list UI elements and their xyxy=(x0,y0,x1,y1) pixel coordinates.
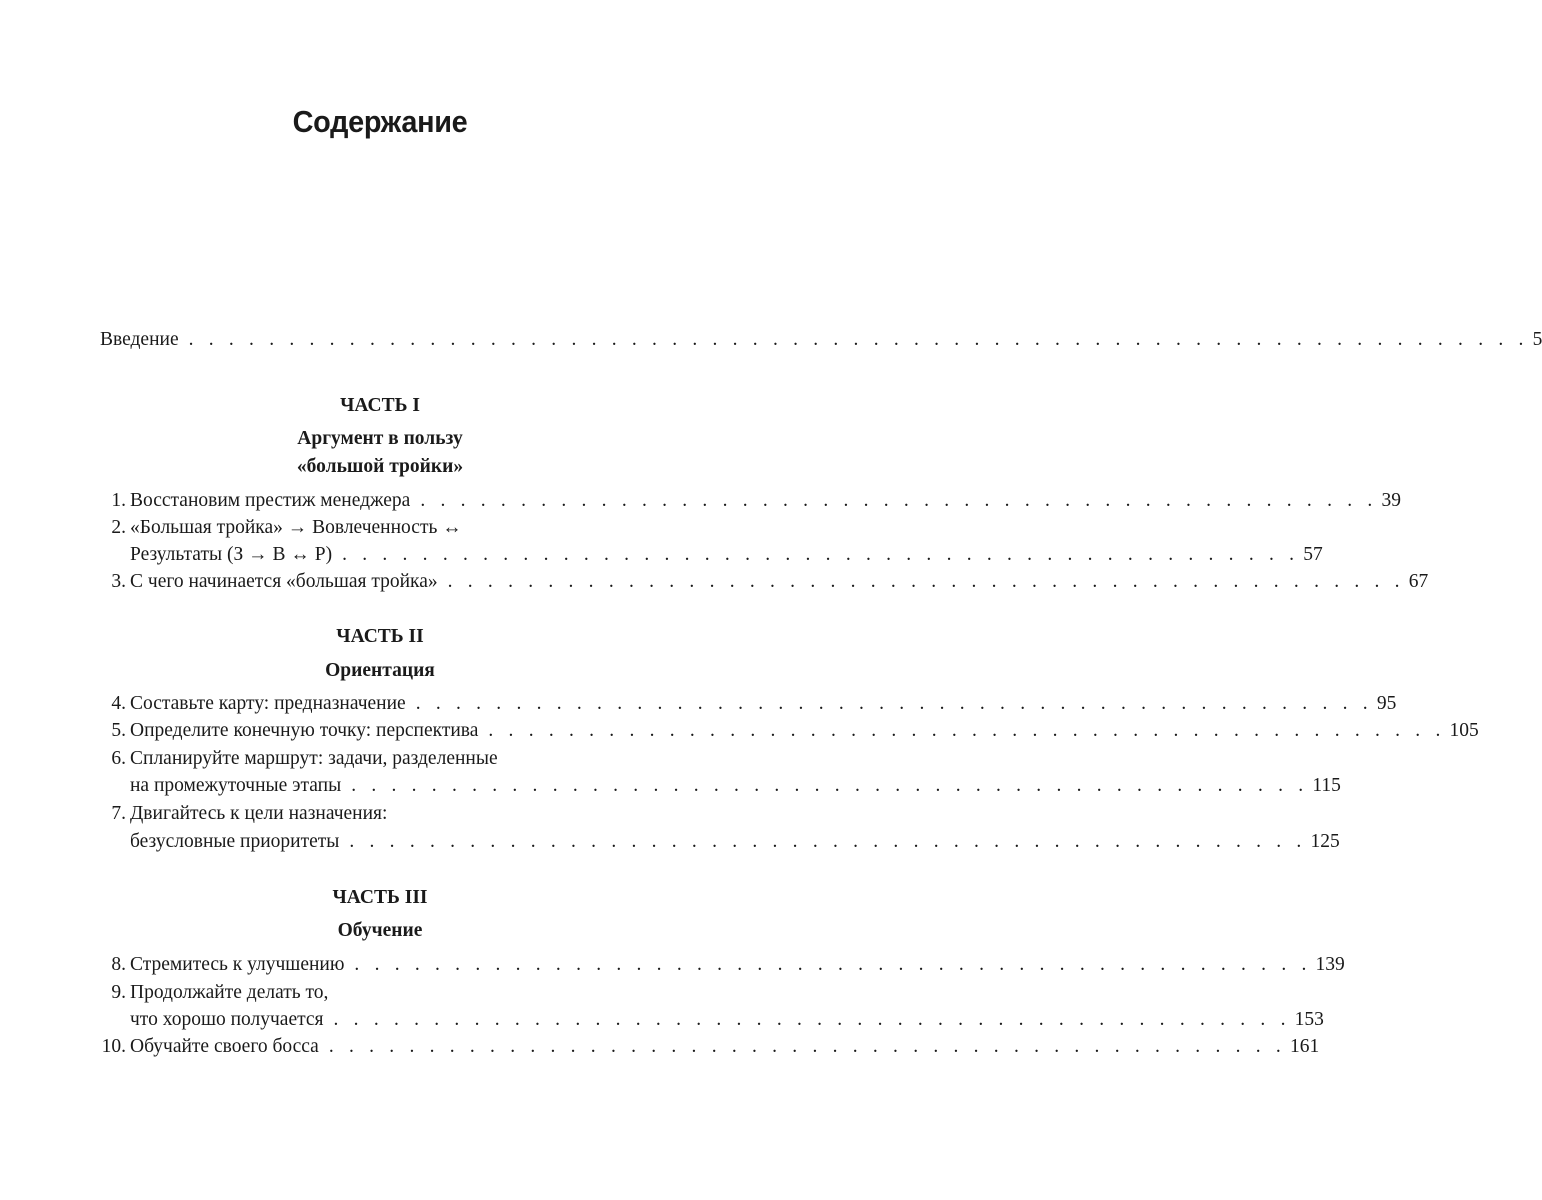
dot-leader: . . . . . . . . . . . . . . . . . . . . . . . . . . . . . . . . . . . . . . . . . . . . . . . . xyxy=(420,490,1378,511)
dot-leader: . . . . . . . . . . . . . . . . . . . . . . . . . . . . . . . . . . . . . . . . . . . . . . . . . . . . . . . . . . . . . . . . . . . xyxy=(188,329,1529,350)
chapter-title: безусловные приоритеты xyxy=(130,831,340,852)
toc-page-number: 39 xyxy=(1381,490,1401,511)
toc-entry-chapter-1[interactable] xyxy=(100,487,1401,515)
toc-entry-chapter-7-cont[interactable] xyxy=(100,828,1340,856)
toc-page-number: 125 xyxy=(1310,831,1340,852)
dot-leader: . . . . . . . . . . . . . . . . . . . . . . . . . . . . . . . . . . . . . . . . . . . . . . . . xyxy=(342,544,1300,565)
chapter-title: Результаты (З → В ↔ Р) xyxy=(130,544,333,565)
toc-page-number: 153 xyxy=(1294,1009,1324,1030)
chapter-number: 7. xyxy=(111,803,126,824)
part-label: ЧАСТЬ II xyxy=(336,626,424,647)
part-label: ЧАСТЬ III xyxy=(332,887,428,908)
toc-entry-chapter-5[interactable] xyxy=(100,717,1479,745)
chapter-title: «Большая тройка» → Вовлеченность ↔ xyxy=(130,517,462,538)
chapter-title: Спланируйте маршрут: задачи, разделенные xyxy=(130,748,498,769)
toc-page-number: 105 xyxy=(1449,720,1479,741)
chapter-title: Восстановим престиж менеджера xyxy=(130,490,411,511)
chapter-number: 3. xyxy=(111,571,126,592)
toc-entry-chapter-6[interactable] xyxy=(100,745,660,773)
dot-leader: . . . . . . . . . . . . . . . . . . . . . . . . . . . . . . . . . . . . . . . . . . . . . . . . xyxy=(328,1036,1286,1057)
toc-page-number: 67 xyxy=(1408,571,1429,592)
part-title: Обучение xyxy=(337,920,423,941)
toc-entry-chapter-4[interactable] xyxy=(100,690,1397,718)
toc-page-number: 139 xyxy=(1315,954,1345,975)
chapter-number: 6. xyxy=(111,748,126,769)
dot-leader: . . . . . . . . . . . . . . . . . . . . . . . . . . . . . . . . . . . . . . . . . . . . . . . . xyxy=(354,954,1312,975)
toc-entry-chapter-3[interactable] xyxy=(100,568,1429,596)
chapter-title: Двигайтесь к цели назначения: xyxy=(130,803,388,824)
chapter-title: С чего начинается «большая тройка» xyxy=(130,571,438,592)
page-title: Содержание xyxy=(292,104,468,139)
toc-entry-chapter-9[interactable] xyxy=(100,979,660,1007)
toc-entry-chapter-8[interactable] xyxy=(100,951,1345,979)
dot-leader: . . . . . . . . . . . . . . . . . . . . . . . . . . . . . . . . . . . . . . . . . . . . . . . . xyxy=(349,831,1307,852)
chapter-title: Определите конечную точку: перспектива xyxy=(130,720,479,741)
toc-page-number: 161 xyxy=(1289,1036,1320,1057)
toc-entry-chapter-7[interactable] xyxy=(100,800,660,828)
chapter-number: 1. xyxy=(111,490,126,511)
toc-page-number: 5 xyxy=(1532,329,1542,350)
chapter-title: на промежуточные этапы xyxy=(130,775,342,796)
part-title: «большой тройки» xyxy=(296,456,464,477)
toc-entry-chapter-9-cont[interactable] xyxy=(100,1006,1324,1034)
chapter-title: что хорошо получается xyxy=(130,1009,324,1030)
part-label: ЧАСТЬ I xyxy=(340,395,420,416)
chapter-number: 9. xyxy=(111,982,126,1003)
chapter-title: Стремитесь к улучшению xyxy=(130,954,345,975)
chapter-title: Продолжайте делать то, xyxy=(130,982,329,1003)
chapter-number: 4. xyxy=(111,693,126,714)
toc-entry-label: Введение xyxy=(100,329,179,350)
dot-leader: . . . . . . . . . . . . . . . . . . . . . . . . . . . . . . . . . . . . . . . . . . . . . . . . xyxy=(351,775,1309,796)
toc-page-number: 115 xyxy=(1312,775,1341,796)
toc-entry-chapter-2-cont[interactable] xyxy=(100,541,1323,569)
part-title: Ориентация xyxy=(325,660,435,681)
chapter-number: 8. xyxy=(111,954,126,975)
dot-leader: . . . . . . . . . . . . . . . . . . . . . . . . . . . . . . . . . . . . . . . . . . . . . . . . xyxy=(333,1009,1291,1030)
dot-leader: . . . . . . . . . . . . . . . . . . . . . . . . . . . . . . . . . . . . . . . . . . . . . . . . xyxy=(488,720,1446,741)
toc-entry-intro[interactable] xyxy=(100,326,1542,354)
toc-entry-chapter-6-cont[interactable] xyxy=(100,772,1341,800)
chapter-number: 5. xyxy=(111,720,126,741)
dot-leader: . . . . . . . . . . . . . . . . . . . . . . . . . . . . . . . . . . . . . . . . . . . . . . . . xyxy=(415,693,1373,714)
toc-page-number: 57 xyxy=(1303,544,1323,565)
toc-entry-chapter-2[interactable] xyxy=(100,514,660,542)
part-title: Аргумент в пользу xyxy=(297,428,463,449)
chapter-number: 2. xyxy=(111,517,126,538)
dot-leader: . . . . . . . . . . . . . . . . . . . . . . . . . . . . . . . . . . . . . . . . . . . . . . . . xyxy=(447,571,1405,592)
chapter-number: 10. xyxy=(101,1036,126,1057)
toc-entry-chapter-10[interactable] xyxy=(100,1033,1320,1061)
toc-page-number: 95 xyxy=(1376,693,1397,714)
chapter-title: Составьте карту: предназначение xyxy=(130,693,406,714)
chapter-title: Обучайте своего босса xyxy=(130,1036,319,1057)
